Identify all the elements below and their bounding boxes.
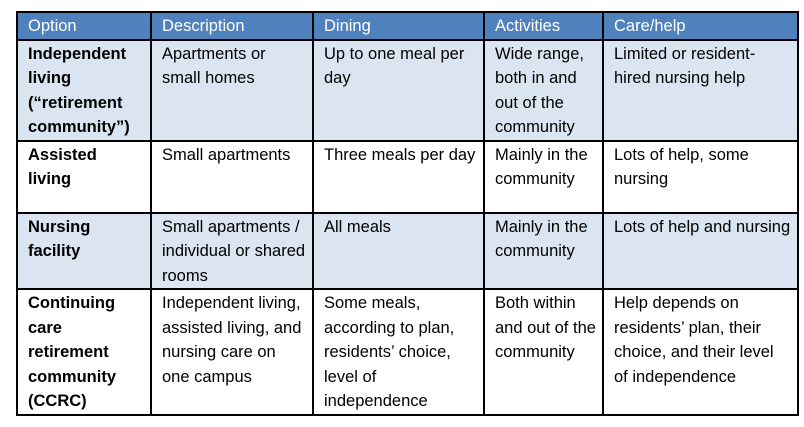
- activities-cell: Mainly in the community: [484, 141, 603, 213]
- table-row: [17, 40, 798, 141]
- description-cell: Small apartments: [151, 141, 313, 213]
- option-cell: Nursing facility: [17, 213, 151, 290]
- header-row: [17, 12, 798, 40]
- table-row: [17, 289, 798, 415]
- option-cell: Assisted living: [17, 141, 151, 213]
- care-help-cell: Lots of help and nursing: [603, 213, 798, 290]
- activities-cell: Mainly in the community: [484, 213, 603, 290]
- dining-cell: Three meals per day: [313, 141, 484, 213]
- dining-cell: Some meals, according to plan, residents’ choice, level of independence: [313, 289, 484, 415]
- care-help-cell: Help depends on residents’ plan, their choice, and their level of independence: [603, 289, 798, 415]
- dining-cell: Up to one meal per day: [313, 40, 484, 141]
- header-option: Option: [17, 12, 151, 40]
- header-dining: Dining: [313, 12, 484, 40]
- senior-living-options-table: [16, 11, 799, 416]
- option-cell: Independent living (“retirement community”): [17, 40, 151, 141]
- header-description: Description: [151, 12, 313, 40]
- header-activities: Activities: [484, 12, 603, 40]
- dining-cell: All meals: [313, 213, 484, 290]
- description-cell: Independent living, assisted living, and nursing care on one campus: [151, 289, 313, 415]
- activities-cell: Both within and out of the community: [484, 289, 603, 415]
- description-cell: Apartments or small homes: [151, 40, 313, 141]
- table-row: [17, 213, 798, 290]
- care-help-cell: Limited or resident-hired nursing help: [603, 40, 798, 141]
- option-cell: Continuing care retirement community (CCRC): [17, 289, 151, 415]
- description-cell: Small apartments / individual or shared rooms: [151, 213, 313, 290]
- care-help-cell: Lots of help, some nursing: [603, 141, 798, 213]
- table-row: [17, 141, 798, 213]
- header-care-help: Care/help: [603, 12, 798, 40]
- activities-cell: Wide range, both in and out of the community: [484, 40, 603, 141]
